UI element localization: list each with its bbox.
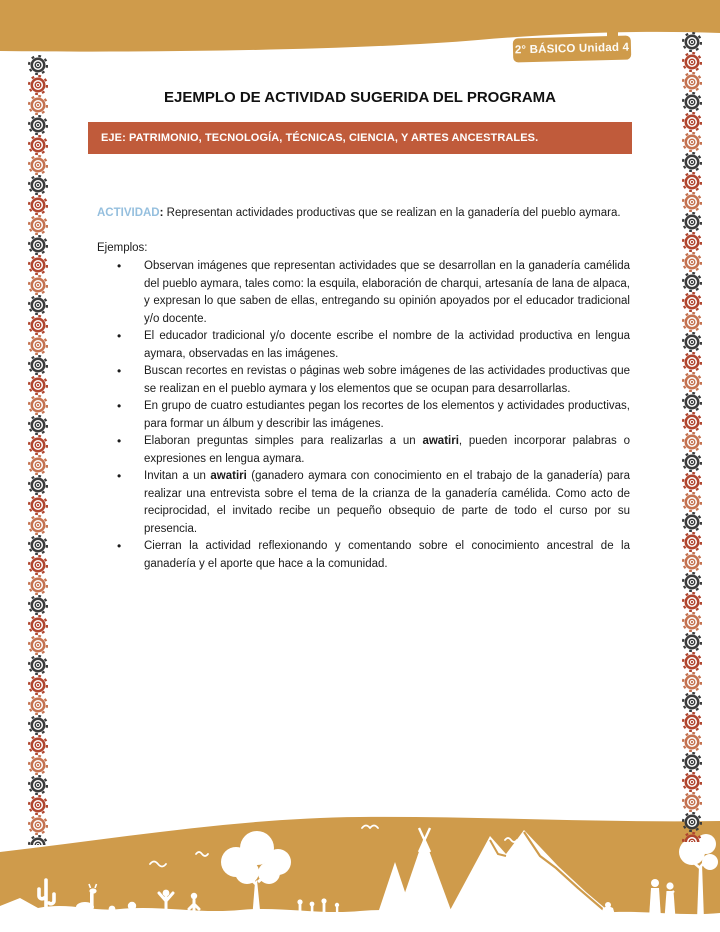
medallion-border-left [28, 55, 48, 845]
examples-heading: Ejemplos: [97, 242, 148, 254]
bullet-item: • Observan imágenes que representan actividades que se desarrollan en la ganadería camélida del pueblo aymara, tales como: la esquila, elaboración de charqui, artesanía de lana de alpaca, y expresan lo que saben de ellas, entregando su opinión apoyados por el educador tradicional y/o docente. [97, 258, 630, 328]
bullet-item: • Buscan recortes en revistas o páginas web sobre imágenes de las actividades productivas que se realizan en el pueblo aymara y los elementos que se ocupan para desarrollarlas. [97, 363, 630, 398]
landscape-illustration [0, 810, 720, 932]
activity-text: Representan actividades productivas que se realizan en la ganadería del pueblo aymara. [166, 206, 621, 219]
bullet-list [97, 258, 630, 573]
eje-banner [88, 122, 632, 154]
activity-paragraph [97, 205, 630, 223]
bullet-item: • El educador tradicional y/o docente escribe el nombre de la actividad productiva en lengua aymara, observadas en las imágenes. [97, 328, 630, 363]
activity-colon: : [159, 206, 167, 219]
bullet-item: • En grupo de cuatro estudiantes pegan los recortes de los elementos y actividades productivas, para formar un álbum y describir las imágenes. [97, 398, 630, 433]
medallion-border-right [682, 32, 702, 842]
unit-badge-label: 2° BÁSICO Unidad 4 [514, 41, 630, 57]
bullet-item: • Invitan a un awatiri (ganadero aymara con conocimiento en el trabajo de la ganadería) para realizar una entrevista sobre el tema de la crianza de la ganadería camélida. Como acto de reciprocidad, el invitado recibe un pequeño obsequio de parte de todo el curso por su presencia. [97, 468, 630, 538]
eje-banner-label: EJE: PATRIMONIO, TECNOLOGÍA, TÉCNICAS, CIENCIA, Y ARTES ANCESTRALES. [101, 132, 539, 144]
page-title: EJEMPLO DE ACTIVIDAD SUGERIDA DEL PROGRAMA [164, 89, 556, 106]
bullet-item: • Elaboran preguntas simples para realizarlas a un awatiri, pueden incorporar palabras o expresiones en lengua aymara. [97, 433, 630, 468]
unit-badge [513, 36, 632, 63]
activity-label: ACTIVIDAD [97, 206, 160, 219]
bullet-item: • Cierran la actividad reflexionando y comentando sobre el conocimiento ancestral de la ganadería y el aporte que hace a la comunidad. [97, 538, 630, 573]
